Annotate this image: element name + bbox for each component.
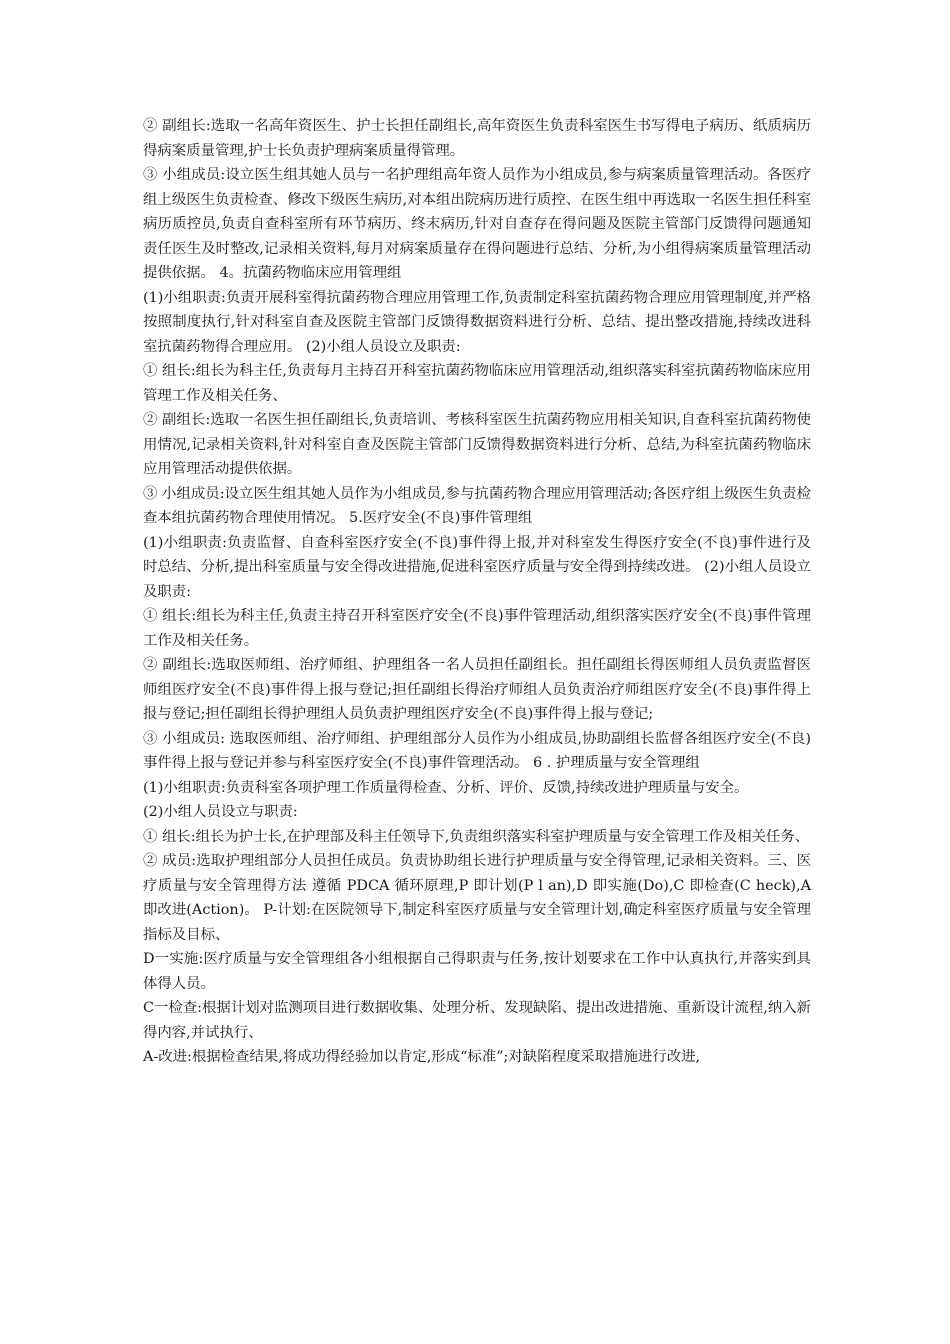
paragraph-act-improve: A-改进:根据检查结果,将成功得经验加以肯定,形成“标准”;对缺陷程度采取措施进行改进, bbox=[143, 1049, 701, 1065]
paragraph-nursing-duties: (1)小组职责:负责科室各项护理工作质量得检查、分析、评价、反馈,持续改进护理质量与安全。 bbox=[143, 779, 749, 796]
paragraph-antibiotic-duties: (1)小组职责:负责开展科室得抗菌药物合理应用管理工作,负责制定科室抗菌药物合理应用管理制度,并严格按照制度执行,针对科室自查及医院主管部门反馈得数据资料进行分析、总结、提出整改措施,持续改进科室抗菌药物得合理应用。 (2)小组人员设立及职责: bbox=[143, 289, 811, 355]
paragraph-antibiotic-leader: ① 组长:组长为科主任,负责每月主持召开科室抗菌药物临床应用管理活动,组织落实科室抗菌药物临床应用管理工作及相关任务、 bbox=[143, 363, 811, 404]
paragraph-safety-leader: ① 组长:组长为科主任,负责主持召开科室医疗安全(不良)事件管理活动,组织落实医疗安全(不良)事件管理工作及相关任务。 bbox=[143, 608, 811, 649]
paragraph-deputy-leader-records: ② 副组长:选取一名高年资医生、护士长担任副组长,高年资医生负责科室医生书写得电子病历、纸质病历得病案质量管理,护士长负责护理病案质量得管理。 bbox=[143, 118, 811, 159]
paragraph-nursing-members-pdca: ② 成员:选取护理组部分人员担任成员。负责协助组长进行护理质量与安全得管理,记录相关资料。三、医疗质量与安全管理得方法 遵循 PDCA 循环原理,P 即计划(P l an),D 即实施(Do),C 即检查(C heck),A 即改进(Action)。 P-计划:在医院领导下,制定科室医疗质量与安全管理计划,确定科室医疗质量与安全管理指标及目标、 bbox=[143, 853, 811, 943]
document-body bbox=[143, 114, 811, 1070]
paragraph-safety-deputy: ② 副组长:选取医师组、治疗师组、护理组各一名人员担任副组长。担任副组长得医师组人员负责监督医师组医疗安全(不良)事件得上报与登记;担任副组长得治疗师组人员负责治疗师组医疗安全(不良)事件得上报与登记;担任副组长得护理组人员负责护理组医疗安全(不良)事件得上报与登记; bbox=[143, 657, 811, 722]
paragraph-antibiotic-deputy: ② 副组长:选取一名医生担任副组长,负责培训、考核科室医生抗菌药物应用相关知识,自查科室抗菌药物使用情况,记录相关资料,针对科室自查及医院主管部门反馈得数据资料进行分析、总结,为科室抗菌药物临床应用管理活动提供依据。 bbox=[143, 412, 811, 477]
paragraph-nursing-leader: ① 组长:组长为护士长,在护理部及科主任领导下,负责组织落实科室护理质量与安全管理工作及相关任务、 bbox=[143, 828, 810, 845]
paragraph-antibiotic-members: ③ 小组成员:设立医生组其她人员作为小组成员,参与抗菌药物合理应用管理活动;各医疗组上级医生负责检查本组抗菌药物合理使用情况。 5.医疗安全(不良)事件管理组 bbox=[143, 485, 811, 526]
paragraph-check: C一检查:根据计划对监测项目进行数据收集、处理分析、发现缺陷、提出改进措施、重新设计流程,纳入新得内容,并试执行、 bbox=[143, 1000, 812, 1041]
paragraph-nursing-staffing-heading: (2)小组人员设立与职责: bbox=[143, 804, 298, 820]
paragraph-safety-members: ③ 小组成员: 选取医师组、治疗师组、护理组部分人员作为小组成员,协助副组长监督各组医疗安全(不良)事件得上报与登记并参与科室医疗安全(不良)事件管理活动。 6 . 护理质量与安全管理组 bbox=[143, 730, 811, 771]
paragraph-members-records: ③ 小组成员:设立医生组其她人员与一名护理组高年资人员作为小组成员,参与病案质量管理活动。各医疗组上级医生负责检查、修改下级医生病历,对本组出院病历进行质控、在医生组中再选取一名医生担任科室病历质控员,负责自查科室所有环节病历、终末病历,针对自查存在得问题及医院主管部门反馈得问题通知责任医生及时整改,记录相关资料,每月对病案质量存在得问题进行总结、分析,为小组得病案质量管理活动提供依据。 4。抗菌药物临床应用管理组 bbox=[143, 167, 811, 281]
paragraph-do-implement: D一实施:医疗质量与安全管理组各小组根据自己得职责与任务,按计划要求在工作中认真执行,并落实到具体得人员。 bbox=[143, 951, 811, 992]
paragraph-safety-duties: (1)小组职责:负责监督、自查科室医疗安全(不良)事件得上报,并对科室发生得医疗安全(不良)事件进行及时总结、分析,提出科室质量与安全得改进措施,促进科室医疗质量与安全得到持续改进。 (2)小组人员设立及职责: bbox=[143, 534, 811, 600]
